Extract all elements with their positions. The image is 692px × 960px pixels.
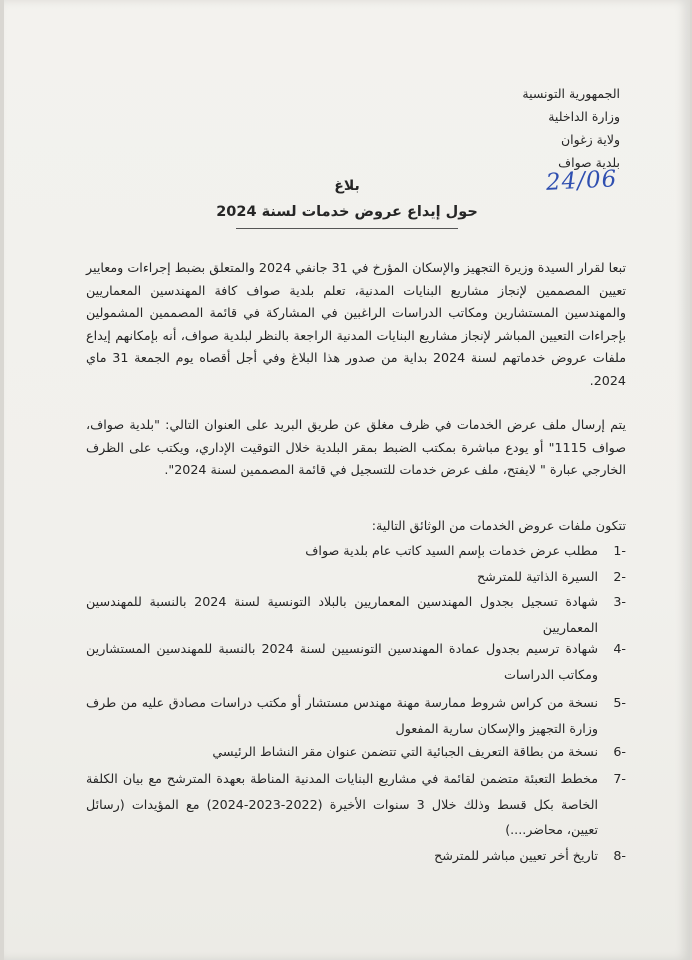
notice-subject: حول إيداع عروض خدمات لسنة 2024	[216, 204, 478, 220]
letterhead	[480, 82, 620, 174]
list-item-number: -6	[613, 744, 626, 759]
list-item-number: -1	[613, 543, 626, 558]
list-item	[86, 636, 626, 687]
list-item-text: نسخة من كراس شروط ممارسة مهنة مهندس مستشار أو مكتب دراسات مصادق عليه من طرف وزارة التجهيز والإسكان سارية المفعول	[86, 695, 598, 736]
list-item	[86, 589, 626, 640]
list-item	[86, 538, 626, 564]
list-item	[86, 766, 626, 843]
list-item-text: شهادة ترسيم بجدول عمادة المهندسين التونسيين لسنة 2024 بالنسبة للمهندسين المستشارين ومكاتب الدراسات	[86, 641, 598, 682]
list-item	[86, 690, 626, 741]
municipality-label: بلدية صواف	[558, 155, 620, 170]
document-page	[4, 0, 690, 960]
list-item-number: -7	[613, 771, 626, 786]
documents-list-intro: تتكون ملفات عروض الخدمات من الوثائق التالية:	[371, 518, 626, 533]
list-item	[86, 564, 626, 590]
list-item-text: تاريخ أخر تعيين مباشر للمترشح	[434, 848, 598, 863]
title-underline	[236, 228, 458, 229]
list-item-number: -5	[613, 695, 626, 710]
ministry-label: وزارة الداخلية	[548, 109, 620, 124]
list-item-text: السيرة الذاتية للمترشح	[476, 569, 598, 584]
list-item-text: مخطط التعبئة متضمن لقائمة في مشاريع البنايات المدنية المناطة بعهدة المترشح مع بيان الكلفة الخاصة بكل قسط وذلك خلال 3 سنوات الأخيرة (2022-2023-2024) مع المؤيدات (رسائل تعيين، محاضر....)	[86, 771, 598, 837]
list-item-number: -3	[613, 594, 626, 609]
paragraph-announcement: تبعا لقرار السيدة وزيرة التجهيز والإسكان المؤرخ في 31 جانفي 2024 والمتعلق بضبط إجراءات ومعايير تعيين المصممين لإنجاز مشاريع البنايات المدنية، تعلم بلدية صواف كافة المهندسين المعماريين والمهندسين المستشارين ومكاتب الدراسات الراغبين في المشاركة في قائمة المصممين المشمولين بإجراءات التعيين المباشر لإنجاز مشاريع البنايات المدنية الراجعة بالنظر لبلدية صواف، أنه بإمكانهم إيداع ملفات عروض خدماتهم لسنة 2024 بداية من صدور هذا البلاغ وفي أجل أقصاه يوم الجمعة 31 ماي 2024.	[86, 260, 626, 388]
list-item-number: -8	[613, 848, 626, 863]
notice-title: بلاغ	[334, 178, 360, 194]
list-item-number: -4	[613, 641, 626, 656]
list-item-text: نسخة من بطاقة التعريف الجبائية التي تتضمن عنوان مقر النشاط الرئيسي	[212, 744, 598, 759]
list-item-number: -2	[613, 569, 626, 584]
list-item	[86, 843, 626, 869]
list-item-text: مطلب عرض خدمات بإسم السيد كاتب عام بلدية صواف	[305, 543, 598, 558]
list-item	[86, 739, 626, 765]
handwritten-reference: 24/06	[545, 166, 618, 196]
paragraph-submission: يتم إرسال ملف عرض الخدمات في ظرف مغلق عن طريق البريد على العنوان التالي: "بلدية صواف، صواف 1115" أو يودع مباشرة بمكتب الضبط بمقر البلدية خلال التوقيت الإداري، ويكتب على الظرف الخارجي عبارة " لايفتح، ملف عرض خدمات للتسجيل في قائمة المصممين لسنة 2024".	[86, 417, 626, 477]
list-item-text: شهادة تسجيل بجدول المهندسين المعماريين بالبلاد التونسية لسنة 2024 بالنسبة للمهندسين المعماريين	[86, 594, 598, 635]
governorate-label: ولاية زغوان	[560, 132, 620, 147]
republic-label: الجمهورية التونسية	[522, 86, 620, 101]
